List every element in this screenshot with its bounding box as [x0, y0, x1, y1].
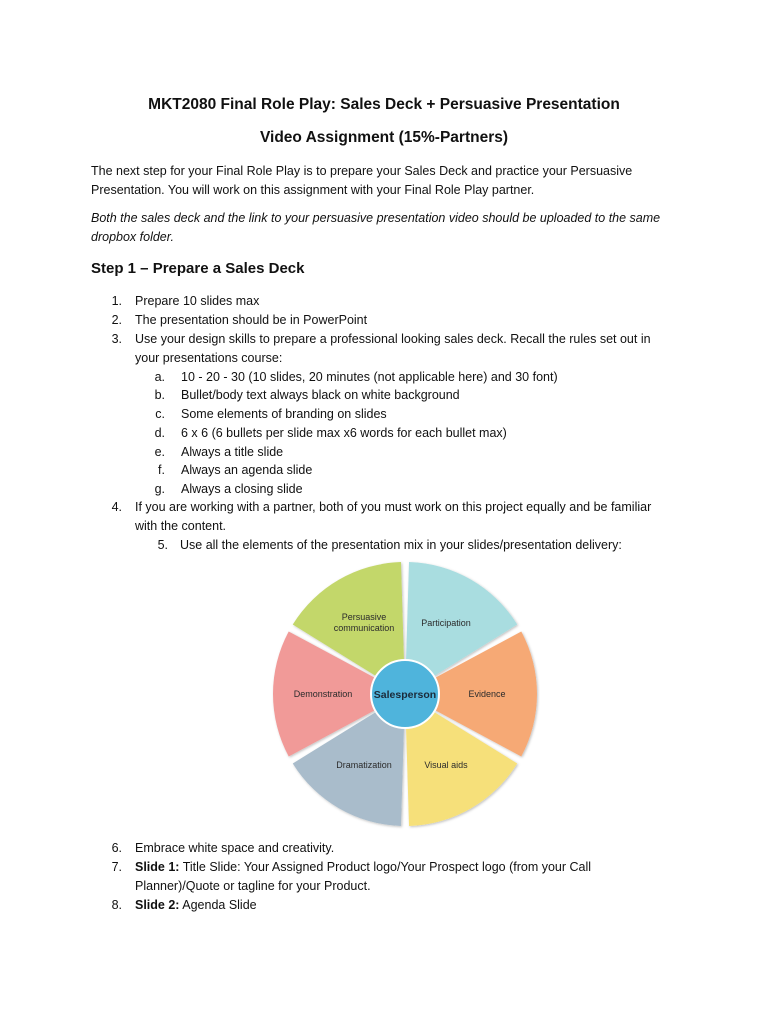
list-text: 6 x 6 (6 bullets per slide max x6 words for each bullet max) [181, 426, 507, 440]
slide-label: Slide 1: [135, 860, 180, 874]
segment-label: Dramatization [336, 760, 392, 771]
list-letter: b. [154, 388, 165, 402]
list-letter: a. [154, 370, 165, 384]
intro-line-1: The next step for your Final Role Play is to prepare your Sales Deck and practice your Persuasive [91, 164, 633, 178]
slide-label: Slide 2: [135, 898, 180, 912]
list-text [135, 896, 257, 915]
list-text: Always a closing slide [181, 482, 303, 496]
list-text: Prepare 10 slides max [135, 294, 260, 308]
list-letter: g. [154, 482, 165, 496]
intro-paragraph [91, 162, 691, 200]
list-number: 7. [111, 860, 122, 874]
segment-label: Demonstration [293, 689, 353, 699]
segment-label: Participation [421, 617, 471, 628]
list-text: Use your design skills to prepare a professional looking sales deck. Recall the rules set out in [135, 332, 651, 346]
list-text: Some elements of branding on slides [181, 407, 387, 421]
list-number: 3. [111, 332, 122, 346]
slide-description: Title Slide: Your Assigned Product logo/Your Prospect logo (from your Call [179, 860, 592, 874]
step1-heading: Step 1 – Prepare a Sales Deck [91, 260, 305, 277]
list-text: Always a title slide [181, 445, 284, 459]
list-text: 10 - 20 - 30 (10 slides, 20 minutes (not applicable here) and 30 font) [181, 370, 558, 384]
list-text-continued: with the content. [135, 519, 227, 533]
list-number: 5. [157, 538, 168, 552]
list-number: 4. [111, 500, 122, 514]
list-text-continued: your presentations course: [135, 351, 283, 365]
intro-line-2: Presentation. You will work on this assignment with your Final Role Play partner. [91, 183, 535, 197]
presentation-mix-diagram [270, 556, 540, 832]
list-text: Bullet/body text always black on white background [181, 388, 460, 402]
slide-description: Agenda Slide [179, 898, 257, 912]
list-text: Use all the elements of the presentation mix in your slides/presentation delivery: [180, 538, 622, 552]
list-number: 1. [111, 294, 122, 308]
segment-label: Persuasive communication [333, 611, 395, 633]
list-text [135, 858, 591, 877]
list-letter: f. [158, 463, 165, 477]
segment-label: Visual aids [424, 760, 468, 771]
segment-label: Evidence [468, 689, 506, 699]
upload-note-line-2: dropbox folder. [91, 230, 174, 244]
list-letter: d. [154, 426, 165, 440]
list-number: 8. [111, 898, 122, 912]
list-letter: e. [154, 445, 165, 459]
center-label: Salesperson [373, 689, 437, 701]
list-text-continued: Planner)/Quote or tagline for your Product. [135, 879, 371, 893]
upload-note-line-1: Both the sales deck and the link to your persuasive presentation video should be uploaded to the same [91, 211, 661, 225]
list-text: The presentation should be in PowerPoint [135, 313, 368, 327]
list-number: 2. [111, 313, 122, 327]
document-title: MKT2080 Final Role Play: Sales Deck + Persuasive Presentation [148, 96, 620, 113]
list-text: Always an agenda slide [181, 463, 313, 477]
document-subtitle: Video Assignment (15%-Partners) [259, 129, 509, 146]
list-letter: c. [155, 407, 165, 421]
upload-note [91, 209, 691, 247]
list-text: Embrace white space and creativity. [135, 841, 335, 855]
list-text: If you are working with a partner, both of you must work on this project equally and be familiar [135, 500, 652, 514]
list-number: 6. [111, 841, 122, 855]
